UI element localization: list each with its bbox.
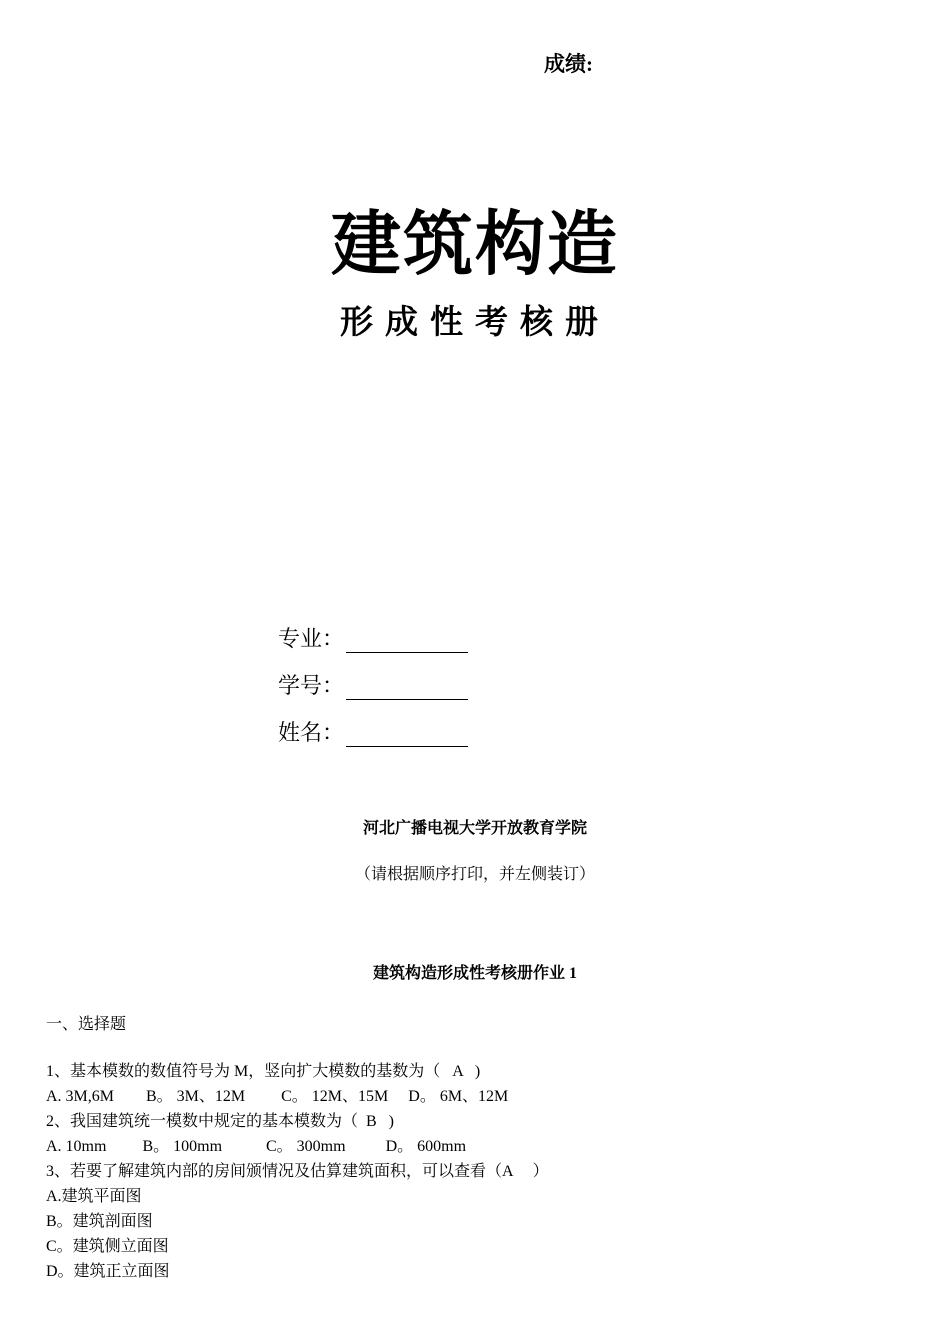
print-note: （请根据顺序打印，并左侧装订） xyxy=(354,866,595,883)
score-label: 成绩: xyxy=(544,52,593,76)
name-blank[interactable] xyxy=(346,724,468,747)
major-field xyxy=(278,622,468,653)
name-label: 姓名： xyxy=(278,720,345,745)
question-1-stem: 1、基本模数的数值符号为 M，竖向扩大模数的基数为（ A ) xyxy=(46,1063,481,1080)
school-name: 河北广播电视大学开放教育学院 xyxy=(362,820,587,837)
book-title: 建筑构造 xyxy=(331,202,619,285)
major-blank[interactable] xyxy=(346,630,468,653)
section-title: 一、选择题 xyxy=(46,1016,127,1033)
book-subtitle: 形成性考核册 xyxy=(340,302,610,341)
homework-title: 建筑构造形成性考核册作业 1 xyxy=(372,965,577,982)
question-1-options: A. 3M,6M B。 3M、12M C。 12M、15M D。 6M、12M xyxy=(46,1088,509,1105)
question-2-stem: 2、我国建筑统一模数中规定的基本模数为（ B ) xyxy=(46,1113,395,1130)
question-3-option-c: C。建筑侧立面图 xyxy=(46,1238,169,1255)
question-3-stem: 3、若要了解建筑内部的房间颁情况及估算建筑面积，可以查看（A ） xyxy=(46,1163,549,1180)
question-3-option-a: A.建筑平面图 xyxy=(46,1188,142,1205)
major-label: 专业： xyxy=(278,626,345,651)
question-list xyxy=(46,1059,549,1284)
student-id-field xyxy=(278,669,468,700)
name-field xyxy=(278,716,468,747)
student-id-label: 学号： xyxy=(278,673,345,698)
question-3-option-d: D。建筑正立面图 xyxy=(46,1263,170,1280)
student-id-blank[interactable] xyxy=(346,677,468,700)
question-2-options: A. 10mm B。 100mm C。 300mm D。 600mm xyxy=(46,1138,467,1155)
question-3-option-b: B。建筑剖面图 xyxy=(46,1213,153,1230)
